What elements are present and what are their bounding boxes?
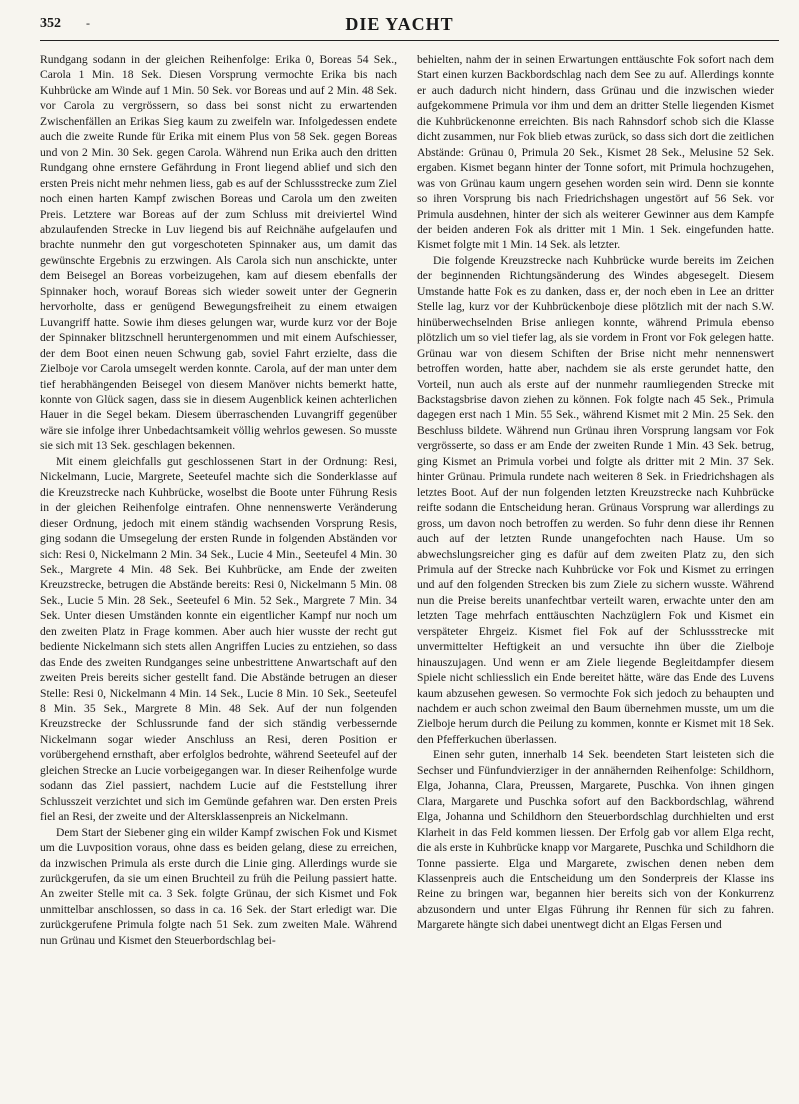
right-column <box>417 52 774 933</box>
page-number: 352 <box>40 16 61 31</box>
header-dash: - <box>86 16 90 30</box>
paragraph: Einen sehr guten, innerhalb 14 Sek. beendeten Start leisteten sich die Sechser und Fünfundvierziger in der annähernden Reihenfolge: Schildhorn, Elga, Johanna, Clara, Preussen, Margarete, Puschka. Von ihnen gingen Clara, Margarete und Puschka sofort auf den Backbordschlag, während Elga, Johanna und Schildhorn den Steuerbordschlag durchhielten und erst Klarheit in das Feld kommen liessen. Der Erfolg gab vor allem Elga recht, die als erste in Kuhbrücke knapp vor Margarete, Puschka und Schildhorn die Tonne passierte. Elga und Margarete, zwischen denen neben dem Klassenpreis auch die Entscheidung um den Sonderpreis der Klasse ins Reine zu bringen war, begannen hier bereits sich von der Konkurrenz abzusondern und unter Elgas Führung ihr Rennen für sich zu fahren. Margarete hängte sich dabei unentwegt dicht an Elgas Fersen und <box>417 748 774 932</box>
paragraph: Dem Start der Siebener ging ein wilder Kampf zwischen Fok und Kismet um die Luvposition voraus, ohne dass es beiden gelang, diese zu erreichen, da inzwischen Primula als erste durch die Linie ging. Allerdings wurde sie zurückgerufen, da sie um einen Bruchteil zu früh die Peilung passiert hatte. An zweiter Stelle mit ca. 3 Sek. folgte Grünau, der sich Kismet und Fok unmittelbar anschlossen, so dass in ca. 16 Sek. der Start erledigt war. Die zurückgerufene Primula folgte nach 51 Sek. zum zweiten Male. Während nun Grünau und Kismet den Steuerbordschlag bei- <box>40 825 397 947</box>
running-head: DIE YACHT <box>345 14 454 34</box>
paragraph: behielten, nahm der in seinen Erwartungen enttäuschte Fok sofort nach dem Start einen kurzen Backbordschlag nach dem See zu auf. Allerdings konnte er auch dadurch nicht hindern, dass Grünau und die inzwischen wieder aufgekommene Primula vor ihm und dem an dritter Stelle liegenden Kismet die Kuhbrückenonne erreichten. Bis nach Rahnsdorf schob sich die Klasse dicht zusammen, nur Fok blieb etwas zurück, so dass sich dort die zeitlichen Abstände: Grünau 0, Primula 20 Sek., Kismet 28 Sek., Melusine 52 Sek. ergaben. Kismet begann hinter der Tonne sofort, mit Primula hochzugehen, was von Grünau kaum ungern gesehen worden sein wird. Denn sie konnte so ihren Vorsprung bis nach Friedrichshagen ungestört auf 56 Sek. vor Primula ausdehnen, hinter der sich als weiterer Gewinner aus dem Kampfe der beiden anderen Fok als dritter mit 1 Min. 1 Sek. eingefunden hatte. Kismet folgte mit 1 Min. 14 Sek. als letzter. <box>417 53 774 252</box>
paragraph: Mit einem gleichfalls gut geschlossenen Start in der Ordnung: Resi, Nickelmann, Lucie, Margrete, Seeteufel machte sich die Sonderklasse auf die Kreuzstrecke nach Kuhbrücke, woselbst die Boote unter Führung Resis in der gleichen Reihenfolge eintrafen. Ohne nennenswerte Veränderung dieser Ordnung, jedoch mit einem ständig wachsenden Vorsprung Resis, ging sodann die Umsegelung der ersten Runde in folgenden Abständen vor sich: Resi 0, Nickelmann 2 Min. 34 Sek., Lucie 4 Min., Seeteufel 4 Min. 30 Sek., Margrete 4 Min. 48 Sek. Bei Kuhbrücke, am Ende der zweiten Kreuzstrecke, betrugen die Abstände bereits: Resi 0, Nickelmann 5 Min. 08 Sek., Lucie 5 Min. 28 Sek., Seeteufel 6 Min. 52 Sek., Margrete 7 Min. 34 Sek. Unter diesen Umständen konnte ein eigentlicher Kampf nur noch um den zweiten Platz in Frage kommen. Aber auch hier wusste der recht gut bediente Nickelmann sich stets allen Angriffen Lucies zu entziehen, so dass das Ende des zweiten Rundganges seine unbestrittene Anwartschaft auf den zweiten Preis bereits sicher gestellt fand. Die Abstände betrugen an dieser Stelle: Resi 0, Nickelmann 4 Min. 14 Sek., Lucie 8 Min. 10 Sek., Seeteufel 8 Min. 35 Sek., Margrete 8 Min. 48 Sek. Auf der nun folgenden Kreuzstrecke der Schlussrunde fand der sich ständig verbessernde Nickelmann sogar wieder Anschluss an Resi, deren Position er vorübergehend ernsthaft, aber erfolglos bedrohte, während Seeteufel auf der gleichen Strecke an Lucie vorbeigegangen war. In dieser Reihenfolge wurde sodann das Ziel passiert, nachdem Lucie auf die Feststellung ihrer Schlusszeit verzichtet und sich im Gemünde gefahren war. Den ersten Preis fiel an Resi, der zweite und der Altersklassenpreis an Nickelmann. <box>40 454 397 824</box>
paragraph: Rundgang sodann in der gleichen Reihenfolge: Erika 0, Boreas 54 Sek., Carola 1 Min. 18 Sek. Diesen Vorsprung vermochte Erika bis nach Kuhbrücke am Winde auf 1 Min. 50 Sek. vor Boreas und auf 2 Min. 48 Sek. vor Carola zu vergrössern, so dass bei sonst nicht zu erwartenden Zwischenfällen an Erikas Sieg kaum zu zweifeln war. Infolgedessen endete auch die zweite Runde für Erika mit einem Plus von 58 Sek. gegen Boreas und von 2 Min. 30 Sek. gegen Carola. Während nun Erika auch den dritten Rundgang ohne ernstere Gefährdung in Front liegend ablief und sich den ersten Preis nicht mehr nehmen liess, gab es auf der Schlussstrecke zum Ziel noch einen harten Kampf zwischen Boreas und Carola um den zweiten Preis. Letztere war Boreas auf der zum Schluss mit dreiviertel Wind abzulaufenden Strecke in Luv liegend bis auf Reichnähe aufgelaufen und brachte nunmehr den gut vorgeschoteten Spinnaker aus, um damit das gewünschte Ergebnis zu erzwingen. Als Carola sich nun anschickte, unter dem Beisegel an Boreas vorbeizugehen, kam auf diesem ebenfalls der Spinnaker hoch, worauf Boreas sich wieder soweit unter der Gegnerin hervorholte, dass er genügend Bewegungsfreiheit zu einem etwaigen Luvangriff hatte. Sowie ihm dieses gelungen war, wurde kurz vor der Boje der Spinnaker blitzschnell heruntergenommen und mit einem Aufschiesser, der dem Boot einen neuen Schwung gab, soviel Fahrt erzielte, dass die Zielboje vor Carola umsegelt werden konnte. Carola, auf der man unter dem tief herabhängenden Beisegel von diesem Manöver nichts bemerkt hatte, konnte von Glück sagen, dass sie in diesem Augenblick keinen achterlichen Hauer in die Segel bekam. Diesem überraschenden Luvangriff gegenüber wäre sie infolge ihrer Unbedachtsamkeit völlig wehrlos gewesen. So musste sie sich mit 13 Sek. geschlagen bekennen. <box>40 53 397 453</box>
paragraph: Die folgende Kreuzstrecke nach Kuhbrücke wurde bereits im Zeichen der beginnenden Richtungsänderung des Windes abgesegelt. Diesem Umstande hatte Fok es zu danken, dass er, der noch eben in Lee an dritter Stelle lag, kurz vor der Kuhbrückenboje diese plötzlich mit der nach S.W. hinüberwechselnden Brise anliegen konnte, während Primula ebenso plötzlich um so viel tiefer lag, als sie vordem in Front vor Fok gelegen hatte. Grünau war von diesem Schiften der Brise nicht mehr nennenswert betroffen worden, hatte aber, nachdem sie als erste gerundet hatte, den Vorteil, nun auch als erste auf der nunmehr raumliegenden Strecke mit Backstagsbrise davon ziehen zu können. Fok folgte nach 45 Sek., Primula dagegen erst nach 1 Min. 55 Sek., während Kismet mit 2 Min. 25 Sek. den Beschluss bildete. Während nun Grünau ihren Vorsprung langsam vor Fok vergrösserte, so dass er am Ende der zweiten Runde 1 Min. 43 Sek. betrug, ging Kismet an Primula vorbei und folgte als dritter mit 2 Min. 37 Sek. hinter Grünau. Primula rundete nach weiteren 8 Sek. in Friedrichshagen als letztes Boot. Auf der nun folgenden letzten Kreuzstrecke nach Kuhbrücke reifte sodann die Entscheidung heran. Grünaus Vorsprung war allerdings zu gross, um davon noch betroffen zu werden. So fuhr denn diese ihr Rennen auch auf der letzten Runde unangefochten nach Hause. Um so abwechslungsreicher ging es dafür auf dem zweiten Platz zu, den sich Primula auf der Strecke nach Kuhbrücke vor Fok und Kismet zu erringen und auf den folgenden Strecken bis zum Ziele zu sichern wusste. Während nun die Preise bereits unanfechtbar verteilt waren, erwachte unter den am letzten Tage mehrfach enttäuschten Nachzüglern Fok und Kismet ein verspäteter Ehrgeiz. Kismet fiel Fok auf der Schlussstrecke mit unvermittelter Heftigkeit an und versuchte ihn über die Zielboje hinauszujagen. Und wenn er am Ziele liegende Begleitdampfer diesem Spiele nicht schliesslich ein Ende bereitet hätte, wäre das Ende des Luvens kaum abzusehen gewesen. So vermochte Fok sich jedoch zu behaupten und nachdem er auch schon zweimal den Baum übernehmen musste, um um die Zielboje herum durch die Peilung zu kommen, konnte er Kismet mit 18 Sek. den Pfefferkuchen überlassen. <box>417 253 774 746</box>
left-column <box>40 52 397 948</box>
header-rule <box>40 40 779 41</box>
